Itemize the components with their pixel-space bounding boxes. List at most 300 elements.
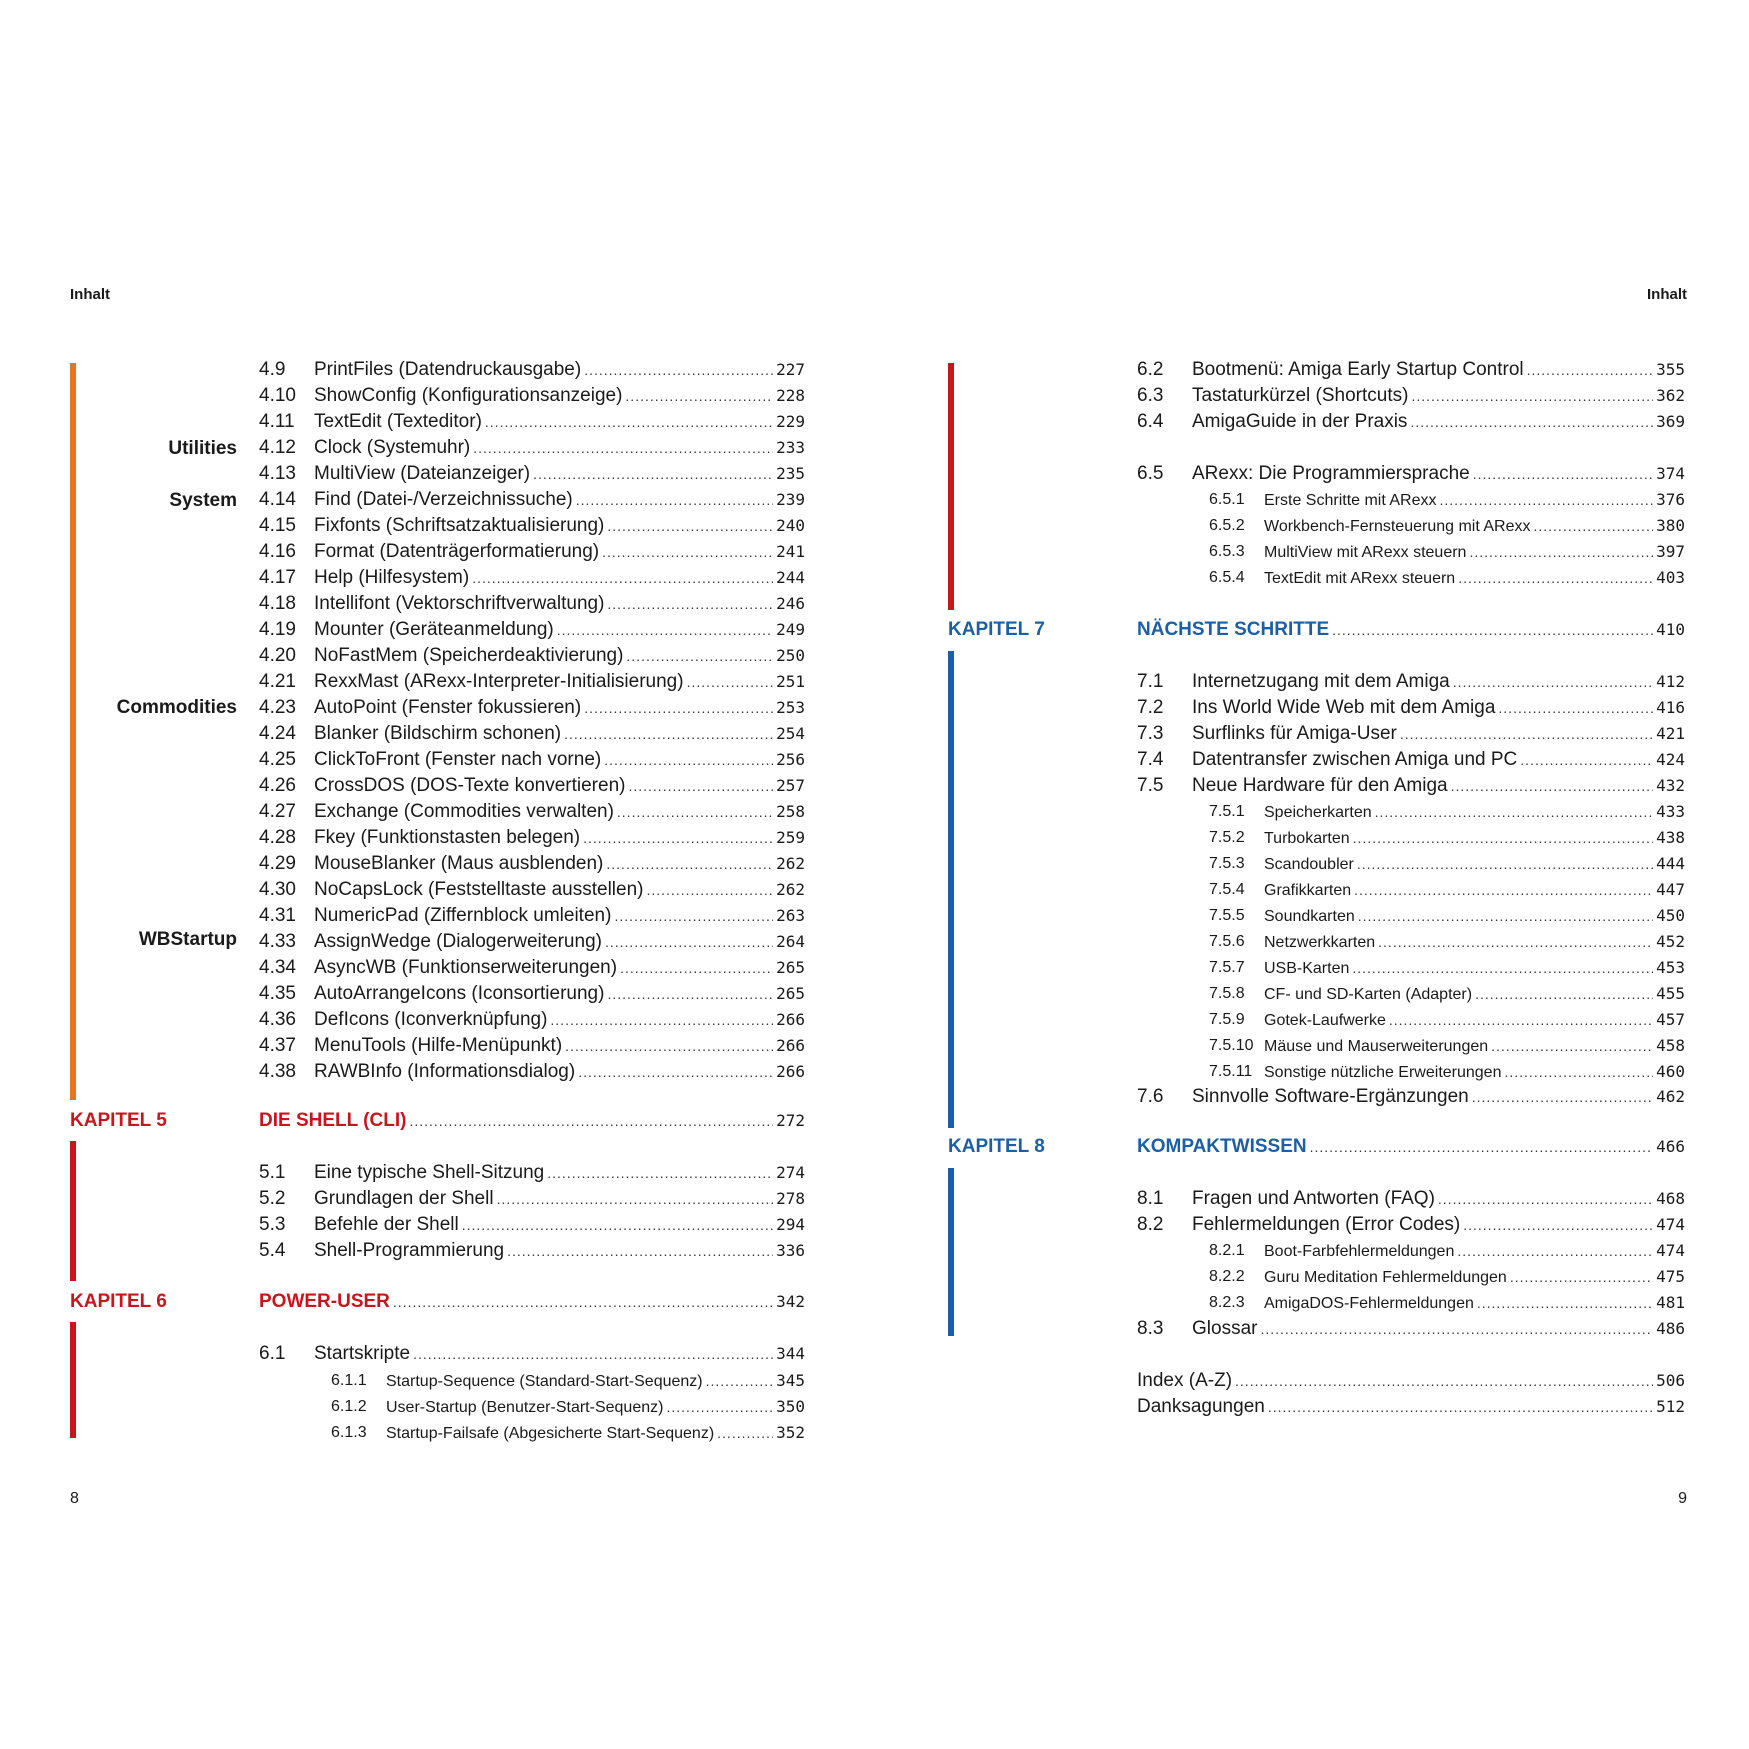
- toc-title: Startskripte: [314, 1341, 413, 1367]
- toc-entry[interactable]: [259, 669, 805, 695]
- toc-title: DefIcons (Iconverknüpfung): [314, 1007, 550, 1033]
- toc-title: Find (Datei-/Verzeichnissuche): [314, 487, 576, 513]
- toc-title: AsyncWB (Funktionserweiterungen): [314, 955, 620, 981]
- leader-dots: [1533, 513, 1653, 540]
- toc-page: 344: [773, 1341, 805, 1367]
- leader-dots: [485, 409, 773, 435]
- toc-page: 355: [1653, 357, 1685, 383]
- leader-dots: [1310, 1134, 1654, 1160]
- leader-dots: [547, 1160, 773, 1186]
- leader-dots: [1268, 1394, 1653, 1420]
- leader-dots: [578, 1059, 773, 1085]
- toc-number: 7.5.9: [1209, 1011, 1245, 1028]
- toc-title: Ins World Wide Web mit dem Amiga: [1192, 695, 1498, 721]
- toc-page: 244: [773, 565, 805, 591]
- toc-number: 4.30: [259, 879, 296, 900]
- toc-entry[interactable]: [259, 1160, 805, 1186]
- leader-dots: [1378, 929, 1653, 956]
- toc-entry[interactable]: [1137, 383, 1685, 409]
- toc-number: 6.5.2: [1209, 517, 1245, 534]
- toc-page: 350: [773, 1394, 805, 1420]
- toc-page: 462: [1653, 1084, 1685, 1110]
- toc-number: 5.4: [259, 1240, 286, 1261]
- toc-page: 345: [773, 1368, 805, 1394]
- leader-dots: [687, 669, 774, 695]
- toc-page: 262: [773, 851, 805, 877]
- toc-number: 7.5.8: [1209, 985, 1245, 1002]
- toc-number: 7.5.7: [1209, 959, 1245, 976]
- toc-entry[interactable]: [259, 877, 805, 903]
- toc-number: 4.13: [259, 463, 296, 484]
- toc-page: 450: [1653, 903, 1685, 929]
- toc-title: Fkey (Funktionstasten belegen): [314, 825, 583, 851]
- leader-dots: [1458, 565, 1653, 592]
- toc-page: 241: [773, 539, 805, 565]
- toc-entry[interactable]: [1209, 851, 1685, 877]
- toc-page: 421: [1653, 721, 1685, 747]
- toc-page: 452: [1653, 929, 1685, 955]
- toc-page: 444: [1653, 851, 1685, 877]
- toc-entry[interactable]: [331, 1394, 805, 1420]
- leader-dots: [1354, 877, 1653, 904]
- leader-dots: [473, 435, 773, 461]
- toc-title: AssignWedge (Dialogerweiterung): [314, 929, 605, 955]
- leader-dots: [604, 747, 773, 773]
- toc-entry[interactable]: [1137, 721, 1685, 747]
- toc-number: 4.37: [259, 1035, 296, 1056]
- toc-title: Grundlagen der Shell: [314, 1186, 497, 1212]
- leader-dots: [409, 1108, 773, 1134]
- toc-number: 4.12: [259, 437, 296, 458]
- leader-dots: [1469, 539, 1653, 566]
- leader-dots: [606, 851, 773, 877]
- leader-dots: [576, 487, 773, 513]
- toc-title: TextEdit mit ARexx steuern: [1264, 566, 1458, 592]
- leader-dots: [1358, 903, 1653, 930]
- leader-dots: [413, 1341, 773, 1367]
- toc-page: 258: [773, 799, 805, 825]
- toc-entry[interactable]: [1209, 1290, 1685, 1316]
- toc-title: Startup-Sequence (Standard-Start-Sequenz): [386, 1369, 706, 1395]
- leader-dots: [1463, 1212, 1653, 1238]
- leader-dots: [607, 513, 773, 539]
- toc-title: Help (Hilfesystem): [314, 565, 472, 591]
- toc-page: 265: [773, 981, 805, 1007]
- section-bar-chapter6-cont: [948, 363, 954, 610]
- toc-title: Fragen und Antworten (FAQ): [1192, 1186, 1438, 1212]
- leader-dots: [1504, 1059, 1653, 1086]
- toc-page: 455: [1653, 981, 1685, 1007]
- toc-number: 7.3: [1137, 723, 1164, 744]
- toc-entry[interactable]: [1137, 695, 1685, 721]
- toc-number: 7.1: [1137, 671, 1164, 692]
- toc-page: 342: [773, 1289, 805, 1315]
- toc-number: 8.2.2: [1209, 1268, 1245, 1285]
- toc-page: 466: [1653, 1134, 1685, 1160]
- toc-entry[interactable]: [259, 435, 805, 461]
- toc-entry[interactable]: [1209, 513, 1685, 539]
- leader-dots: [628, 773, 773, 799]
- toc-entry[interactable]: [1209, 825, 1685, 851]
- toc-number: 8.3: [1137, 1318, 1164, 1339]
- toc-entry[interactable]: [259, 981, 805, 1007]
- side-label-commodities: Commodities: [116, 697, 237, 718]
- toc-entry[interactable]: [259, 1186, 805, 1212]
- leader-dots: [666, 1394, 773, 1421]
- toc-title: Exchange (Commodities verwalten): [314, 799, 617, 825]
- toc-title: Intellifont (Vektorschriftverwaltung): [314, 591, 607, 617]
- toc-title: Fixfonts (Schriftsatzaktualisierung): [314, 513, 607, 539]
- toc-entry-8-3[interactable]: [1137, 1316, 1685, 1342]
- toc-page: 486: [1653, 1316, 1685, 1342]
- toc-title: Eine typische Shell-Sitzung: [314, 1160, 547, 1186]
- toc-entry[interactable]: [259, 409, 805, 435]
- toc-number: 4.23: [259, 697, 296, 718]
- toc-number: 4.25: [259, 749, 296, 770]
- toc-entry[interactable]: [259, 383, 805, 409]
- toc-entry[interactable]: [1209, 487, 1685, 513]
- toc-entry[interactable]: [259, 955, 805, 981]
- toc-number: 4.14: [259, 489, 296, 510]
- leader-dots: [564, 721, 773, 747]
- leader-dots: [557, 617, 773, 643]
- toc-entry[interactable]: [1137, 669, 1685, 695]
- toc-page: 250: [773, 643, 805, 669]
- toc-page: 475: [1653, 1264, 1685, 1290]
- toc-page: 274: [773, 1160, 805, 1186]
- toc-number: 7.5.2: [1209, 829, 1245, 846]
- toc-page: 432: [1653, 773, 1685, 799]
- toc-entry[interactable]: [259, 487, 805, 513]
- toc-entry-thanks[interactable]: [1137, 1394, 1685, 1420]
- toc-page: 481: [1653, 1290, 1685, 1316]
- leader-dots: [1389, 1007, 1653, 1034]
- toc-entry[interactable]: [259, 1007, 805, 1033]
- running-head: Inhalt: [70, 286, 110, 303]
- toc-number: 6.5.1: [1209, 491, 1245, 508]
- toc-title: Sinnvolle Software-Ergänzungen: [1192, 1084, 1472, 1110]
- leader-dots: [614, 903, 773, 929]
- toc-number: 5.2: [259, 1188, 286, 1209]
- toc-page: 512: [1653, 1394, 1685, 1420]
- leader-dots: [1410, 409, 1653, 435]
- toc-title: Index (A-Z): [1137, 1368, 1235, 1394]
- toc-number: 7.5.11: [1209, 1063, 1253, 1080]
- toc-title: NumericPad (Ziffernblock umleiten): [314, 903, 614, 929]
- toc-entry[interactable]: [1137, 1186, 1685, 1212]
- toc-title: NÄCHSTE SCHRITTE: [1137, 617, 1332, 643]
- toc-chapter-6[interactable]: [259, 1289, 805, 1315]
- toc-number: 4.19: [259, 619, 296, 640]
- toc-number: 8.2.3: [1209, 1294, 1245, 1311]
- toc-page: 266: [773, 1033, 805, 1059]
- toc-number: 6.4: [1137, 411, 1164, 432]
- toc-page: 265: [773, 955, 805, 981]
- toc-entry-7-6[interactable]: [1137, 1084, 1685, 1110]
- toc-number: 6.2: [1137, 359, 1164, 380]
- toc-page: 266: [773, 1059, 805, 1085]
- leader-dots: [1477, 1290, 1653, 1317]
- toc-entry[interactable]: [259, 851, 805, 877]
- toc-title: Speicherkarten: [1264, 800, 1375, 826]
- leader-dots: [1453, 669, 1653, 695]
- toc-number: 6.5: [1137, 463, 1164, 484]
- toc-page: 264: [773, 929, 805, 955]
- toc-page: 256: [773, 747, 805, 773]
- toc-entry[interactable]: [259, 799, 805, 825]
- toc-page: 460: [1653, 1059, 1685, 1085]
- toc-entry-6-1[interactable]: [259, 1341, 805, 1367]
- toc-title: CF- und SD-Karten (Adapter): [1264, 982, 1475, 1008]
- left-page: [0, 0, 874, 1749]
- toc-number: 7.5.3: [1209, 855, 1245, 872]
- toc-number: 7.5.5: [1209, 907, 1245, 924]
- toc-entry-6-5[interactable]: [1137, 461, 1685, 487]
- toc-number: 4.21: [259, 671, 296, 692]
- toc-entry[interactable]: [259, 773, 805, 799]
- toc-title: Netzwerkkarten: [1264, 930, 1378, 956]
- toc-entry[interactable]: [1209, 1238, 1685, 1264]
- toc-title: AutoArrangeIcons (Iconsortierung): [314, 981, 607, 1007]
- toc-page: 416: [1653, 695, 1685, 721]
- toc-entry[interactable]: [259, 1033, 805, 1059]
- toc-page: 263: [773, 903, 805, 929]
- side-label-system: System: [169, 490, 237, 511]
- toc-entry[interactable]: [1209, 929, 1685, 955]
- toc-number: 4.16: [259, 541, 296, 562]
- toc-entry[interactable]: [1209, 877, 1685, 903]
- leader-dots: [497, 1186, 774, 1212]
- toc-number: 4.24: [259, 723, 296, 744]
- leader-dots: [625, 383, 773, 409]
- section-bar-chapter7: [948, 651, 954, 1128]
- toc-page: 278: [773, 1186, 805, 1212]
- toc-title: NoFastMem (Speicherdeaktivierung): [314, 643, 626, 669]
- toc-entry[interactable]: [1209, 1033, 1685, 1059]
- toc-title: Bootmenü: Amiga Early Startup Control: [1192, 357, 1527, 383]
- section-bar-orange: [70, 363, 76, 1100]
- toc-number: 8.2.1: [1209, 1242, 1245, 1259]
- toc-page: 438: [1653, 825, 1685, 851]
- toc-entry[interactable]: [1137, 1212, 1685, 1238]
- toc-title: Tastaturkürzel (Shortcuts): [1192, 383, 1411, 409]
- toc-entry[interactable]: [1209, 1059, 1685, 1085]
- toc-entry[interactable]: [259, 1059, 805, 1085]
- leader-dots: [1260, 1316, 1653, 1342]
- toc-number: 4.27: [259, 801, 296, 822]
- toc-number: 7.5.4: [1209, 881, 1245, 898]
- toc-number: 6.3: [1137, 385, 1164, 406]
- toc-title: MultiView mit ARexx steuern: [1264, 540, 1469, 566]
- toc-page: 380: [1653, 513, 1685, 539]
- toc-number: 7.6: [1137, 1086, 1164, 1107]
- toc-entry[interactable]: [259, 461, 805, 487]
- toc-number: 4.35: [259, 983, 296, 1004]
- leader-dots: [626, 643, 773, 669]
- toc-entry[interactable]: [1209, 1007, 1685, 1033]
- toc-title: AmigaGuide in der Praxis: [1192, 409, 1410, 435]
- toc-page: 239: [773, 487, 805, 513]
- leader-dots: [462, 1212, 773, 1238]
- toc-number: 6.5.3: [1209, 543, 1245, 560]
- toc-page: 227: [773, 357, 805, 383]
- toc-entry-index[interactable]: [1137, 1368, 1685, 1394]
- toc-page: 259: [773, 825, 805, 851]
- toc-entry[interactable]: [1137, 773, 1685, 799]
- leader-dots: [1353, 825, 1653, 852]
- section-bar-chapter6: [70, 1322, 76, 1438]
- toc-chapter-8[interactable]: [1137, 1134, 1685, 1160]
- toc-chapter-7[interactable]: [1137, 617, 1685, 643]
- toc-title: Datentransfer zwischen Amiga und PC: [1192, 747, 1520, 773]
- leader-dots: [565, 1033, 773, 1059]
- toc-number: 7.5: [1137, 775, 1164, 796]
- toc-entry[interactable]: [1209, 955, 1685, 981]
- toc-title: Gotek-Laufwerke: [1264, 1008, 1389, 1034]
- toc-number: 4.31: [259, 905, 296, 926]
- toc-page: 506: [1653, 1368, 1685, 1394]
- toc-entry[interactable]: [1209, 1264, 1685, 1290]
- leader-dots: [1375, 799, 1653, 826]
- toc-page: 249: [773, 617, 805, 643]
- toc-entry[interactable]: [1209, 903, 1685, 929]
- leader-dots: [1491, 1033, 1653, 1060]
- toc-entry[interactable]: [1209, 799, 1685, 825]
- toc-entry[interactable]: [259, 591, 805, 617]
- toc-page: 246: [773, 591, 805, 617]
- toc-title: ShowConfig (Konfigurationsanzeige): [314, 383, 625, 409]
- toc-title: NoCapsLock (Feststelltaste ausstellen): [314, 877, 646, 903]
- toc-title: Erste Schritte mit ARexx: [1264, 488, 1440, 514]
- side-label-utilities: Utilities: [168, 438, 237, 459]
- toc-title: Mäuse und Mauserweiterungen: [1264, 1034, 1491, 1060]
- leader-dots: [583, 825, 773, 851]
- chapter-5-label: KAPITEL 5: [70, 1110, 167, 1131]
- toc-entry[interactable]: [331, 1420, 805, 1446]
- leader-dots: [717, 1420, 773, 1447]
- toc-title: Startup-Failsafe (Abgesicherte Start-Sequenz): [386, 1421, 717, 1447]
- toc-entry[interactable]: [259, 1238, 805, 1264]
- toc-entry[interactable]: [1137, 357, 1685, 383]
- toc-page: 412: [1653, 669, 1685, 695]
- page-number: 8: [70, 1490, 79, 1507]
- toc-title: KOMPAKTWISSEN: [1137, 1134, 1310, 1160]
- toc-title: Format (Datenträgerformatierung): [314, 539, 602, 565]
- page-number: 9: [1678, 1490, 1687, 1507]
- leader-dots: [1352, 955, 1653, 982]
- toc-entry[interactable]: [259, 565, 805, 591]
- toc-number: 4.38: [259, 1061, 296, 1082]
- toc-title: MenuTools (Hilfe-Menüpunkt): [314, 1033, 565, 1059]
- toc-title: Guru Meditation Fehlermeldungen: [1264, 1265, 1510, 1291]
- toc-page: 457: [1653, 1007, 1685, 1033]
- section-bar-chapter5: [70, 1141, 76, 1281]
- toc-entry[interactable]: [259, 747, 805, 773]
- toc-page: 424: [1653, 747, 1685, 773]
- leader-dots: [472, 565, 773, 591]
- leader-dots: [550, 1007, 773, 1033]
- toc-number: 4.9: [259, 359, 286, 380]
- toc-title: DIE SHELL (CLI): [259, 1108, 409, 1134]
- toc-entry[interactable]: [259, 721, 805, 747]
- toc-page: 253: [773, 695, 805, 721]
- toc-entry[interactable]: [259, 695, 805, 721]
- side-label-wbstartup: WBStartup: [138, 929, 237, 950]
- toc-number: 7.5.1: [1209, 803, 1245, 820]
- toc-entry[interactable]: [259, 357, 805, 383]
- toc-page: 262: [773, 877, 805, 903]
- toc-number: 4.20: [259, 645, 296, 666]
- toc-page: 474: [1653, 1238, 1685, 1264]
- toc-chapter-5[interactable]: [259, 1108, 805, 1134]
- section-bar-chapter8: [948, 1168, 954, 1336]
- leader-dots: [1411, 383, 1653, 409]
- toc-page: 336: [773, 1238, 805, 1264]
- toc-page: 251: [773, 669, 805, 695]
- toc-entry[interactable]: [259, 539, 805, 565]
- leader-dots: [584, 695, 773, 721]
- toc-title: USB-Karten: [1264, 956, 1352, 982]
- toc-number: 4.36: [259, 1009, 296, 1030]
- leader-dots: [607, 591, 773, 617]
- toc-entry[interactable]: [259, 513, 805, 539]
- toc-entry[interactable]: [259, 825, 805, 851]
- toc-entry[interactable]: [259, 903, 805, 929]
- toc-entry[interactable]: [259, 1212, 805, 1238]
- leader-dots: [1438, 1186, 1653, 1212]
- leader-dots: [1527, 357, 1653, 383]
- toc-title: Scandoubler: [1264, 852, 1357, 878]
- toc-number: 7.5.10: [1209, 1037, 1254, 1054]
- toc-page: 240: [773, 513, 805, 539]
- toc-entry[interactable]: [259, 929, 805, 955]
- toc-title: AutoPoint (Fenster fokussieren): [314, 695, 584, 721]
- toc-number: 8.1: [1137, 1188, 1164, 1209]
- toc-number: 6.1.2: [331, 1398, 367, 1415]
- toc-entry[interactable]: [259, 617, 805, 643]
- toc-page: 468: [1653, 1186, 1685, 1212]
- leader-dots: [533, 461, 773, 487]
- leader-dots: [1235, 1368, 1653, 1394]
- running-head: Inhalt: [1647, 286, 1687, 303]
- toc-entry[interactable]: [1137, 747, 1685, 773]
- toc-page: 272: [773, 1108, 805, 1134]
- toc-number: 6.1.1: [331, 1372, 367, 1389]
- toc-title: RAWBInfo (Informationsdialog): [314, 1059, 578, 1085]
- leader-dots: [507, 1238, 773, 1264]
- toc-number: 4.18: [259, 593, 296, 614]
- toc-title: Danksagungen: [1137, 1394, 1268, 1420]
- toc-title: Glossar: [1192, 1316, 1260, 1342]
- toc-entry[interactable]: [259, 643, 805, 669]
- toc-title: Blanker (Bildschirm schonen): [314, 721, 564, 747]
- toc-entry[interactable]: [1209, 981, 1685, 1007]
- leader-dots: [607, 981, 773, 1007]
- leader-dots: [1520, 747, 1653, 773]
- toc-number: 4.15: [259, 515, 296, 536]
- toc-number: 5.1: [259, 1162, 286, 1183]
- toc-entry[interactable]: [1209, 539, 1685, 565]
- toc-entry[interactable]: [1137, 409, 1685, 435]
- toc-page: 433: [1653, 799, 1685, 825]
- toc-number: 4.17: [259, 567, 296, 588]
- toc-title: ARexx: Die Programmiersprache: [1192, 461, 1473, 487]
- leader-dots: [393, 1289, 773, 1315]
- toc-entry[interactable]: [1209, 565, 1685, 591]
- toc-page: 374: [1653, 461, 1685, 487]
- toc-page: 453: [1653, 955, 1685, 981]
- toc-entry[interactable]: [331, 1368, 805, 1394]
